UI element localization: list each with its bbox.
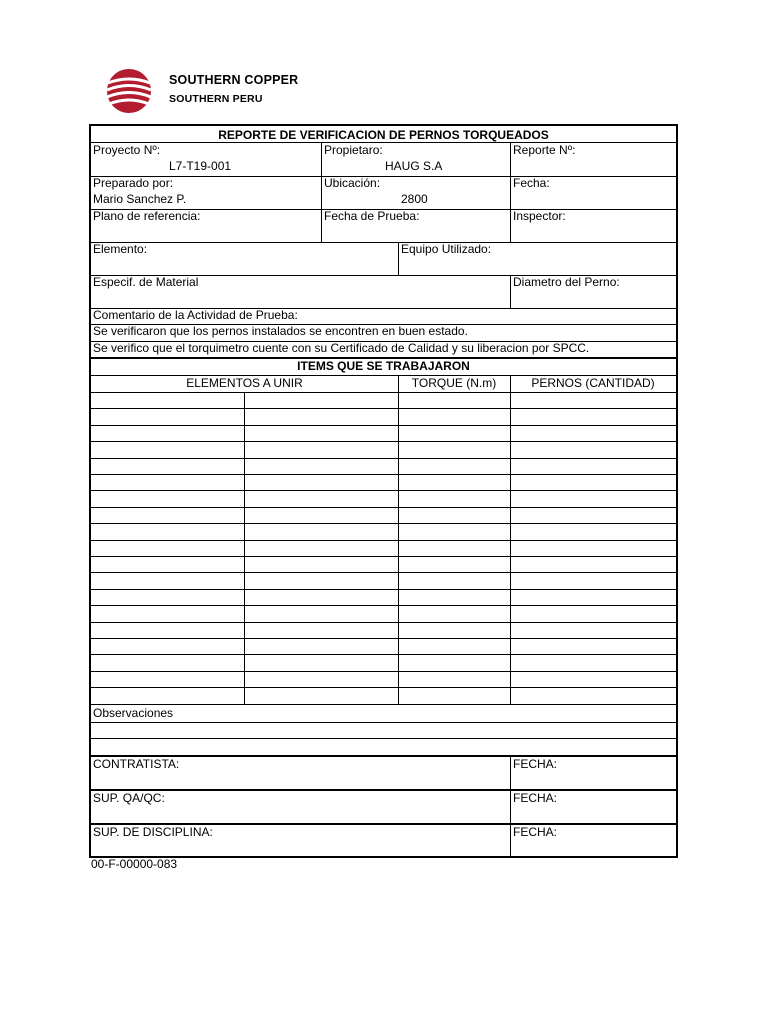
report-form [89,124,678,858]
especif-label: Especif. de Material [93,275,199,289]
table-row [91,540,676,541]
table-row [91,556,676,557]
table-row [91,654,676,655]
items-title: ITEMS QUE SE TRABAJARON [297,359,470,373]
contratista-fecha-label: FECHA: [513,757,558,771]
supqa-label: SUP. QA/QC: [93,791,165,805]
table-row [91,490,676,491]
supdisc-fecha-label: FECHA: [513,825,558,839]
proyecto-label: Proyecto Nº: [93,143,161,157]
col-torque-header: TORQUE (N.m) [411,376,497,390]
ubicacion-label: Ubicación: [324,176,381,190]
company-subname: SOUTHERN PERU [169,93,263,105]
table-row [91,507,676,508]
table-row [91,638,676,639]
table-row [91,589,676,590]
inspector-label: Inspector: [513,209,566,223]
table-row [91,458,676,459]
table-row [91,572,676,573]
table-row [91,441,676,442]
table-row [91,704,676,705]
supdisc-label: SUP. DE DISCIPLINA: [93,825,213,839]
plano-label: Plano de referencia: [93,209,201,223]
company-name: SOUTHERN COPPER [169,73,299,87]
elemento-label: Elemento: [93,242,148,256]
ubicacion-value: 2800 [401,192,428,206]
table-row [91,408,676,409]
preparado-value: Mario Sanchez P. [93,192,187,206]
reporte-label: Reporte Nº: [513,143,576,157]
form-title: REPORTE DE VERIFICACION DE PERNOS TORQUEADOS [218,128,549,142]
preparado-label: Preparado por: [93,176,174,190]
table-row [91,523,676,524]
fecha-prueba-label: Fecha de Prueba: [324,209,420,223]
supqa-fecha-label: FECHA: [513,791,558,805]
southern-copper-logo [106,66,152,116]
observaciones-label: Observaciones [93,706,174,720]
col-pernos-header: PERNOS (CANTIDAD) [531,376,655,390]
form-code: 00-F-00000-083 [91,857,178,871]
diametro-label: Diametro del Perno: [513,275,620,289]
table-row [91,425,676,426]
propietario-value: HAUG S.A [385,159,443,173]
comentario-line-2: Se verifico que el torquimetro cuente con su Certificado de Calidad y su liberacion por SPCC. [93,341,590,355]
table-row [91,671,676,672]
comentario-line-1: Se verificaron que los pernos instalados se encontren en buen estado. [93,324,468,338]
col-elementos-header: ELEMENTOS A UNIR [186,376,303,390]
propietario-label: Propietaro: [324,143,383,157]
equipo-label: Equipo Utilizado: [401,242,492,256]
table-row [91,474,676,475]
table-row [91,622,676,623]
contratista-label: CONTRATISTA: [93,757,180,771]
table-row [91,687,676,688]
table-row [91,605,676,606]
comentario-label: Comentario de la Actividad de Prueba: [93,308,298,322]
proyecto-value: L7-T19-001 [169,159,232,173]
fecha-label: Fecha: [513,176,550,190]
